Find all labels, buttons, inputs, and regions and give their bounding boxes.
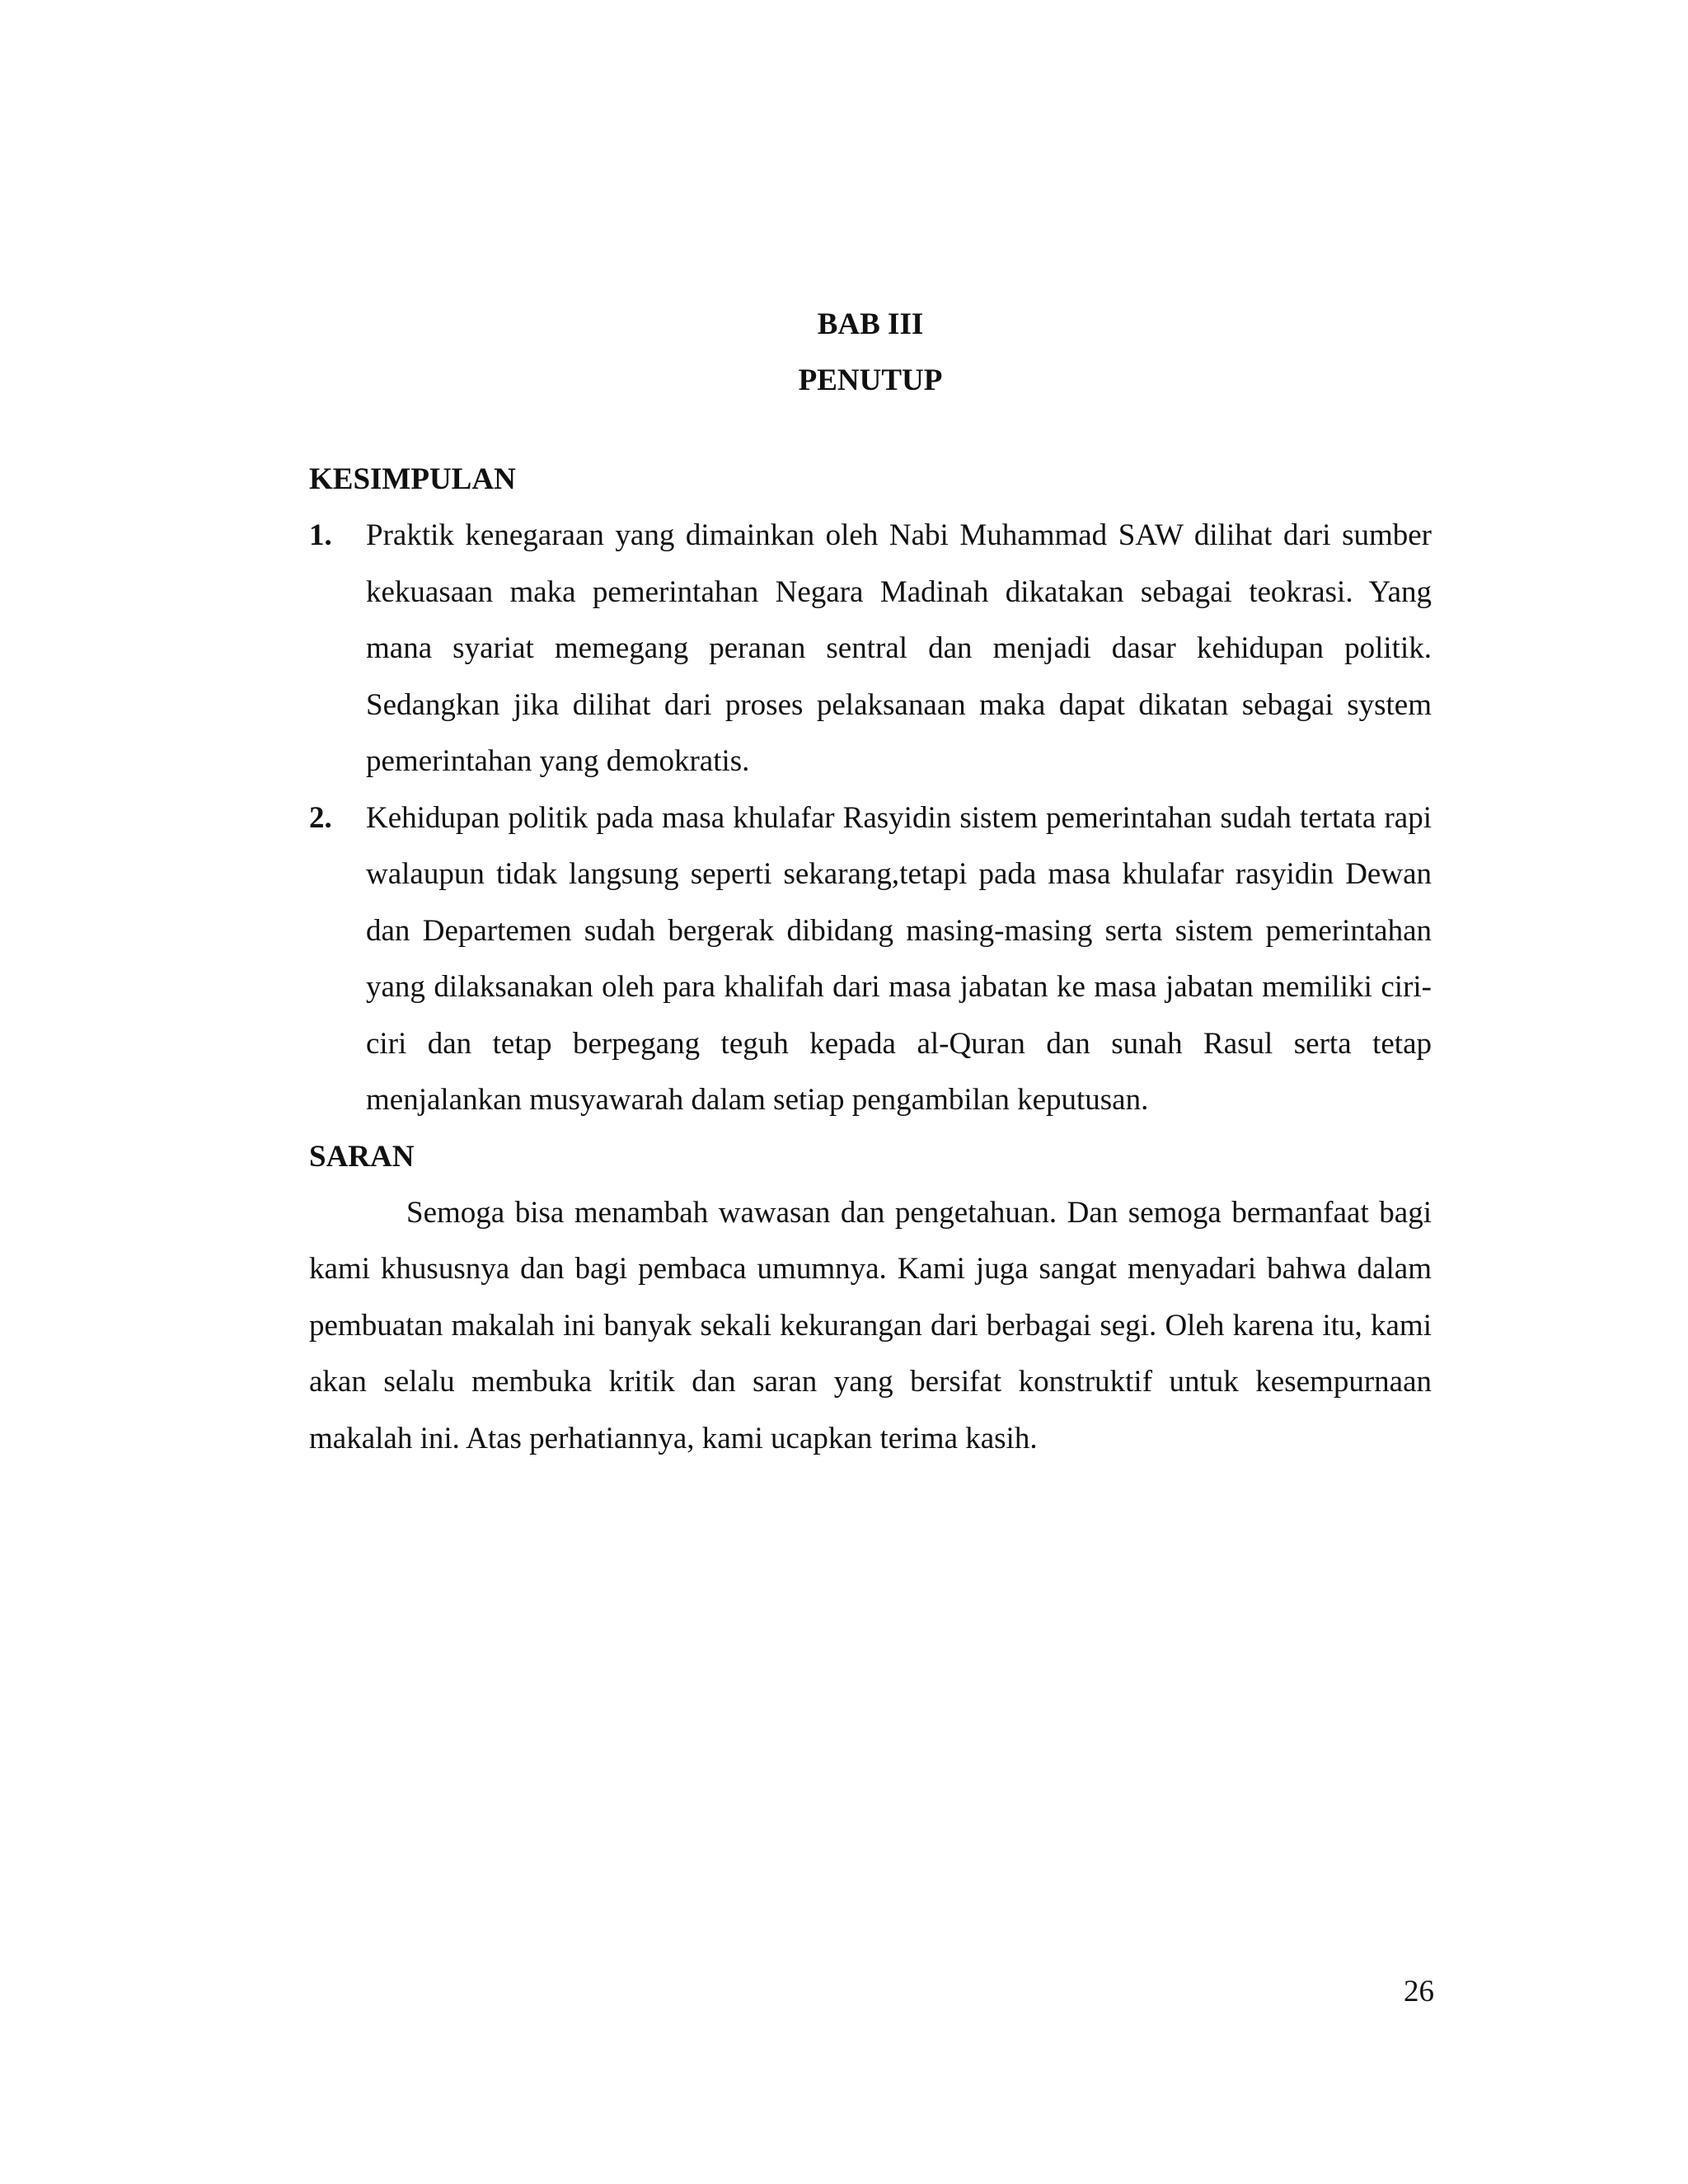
kesimpulan-item [309, 790, 1432, 1129]
page-content [309, 307, 1432, 1467]
saran-heading: SARAN [309, 1139, 415, 1174]
list-item-number: 2. [309, 800, 332, 835]
kesimpulan-heading: KESIMPULAN [309, 462, 516, 496]
chapter-subtitle: PENUTUP [798, 363, 943, 397]
chapter-title: BAB III [817, 307, 924, 341]
saran-paragraph: Semoga bisa menambah wawasan dan pengetahuan. Dan semoga bermanfaat bagi kami khususnya dan bagi pembaca umumnya. Kami juga sangat menyadari bahwa dalam pembuatan makalah ini banyak sekali kekurangan dari berbagai segi. Oleh karena itu, kami akan selalu membuka kritik dan saran yang bersifat konstruktif untuk kesempurnaan makalah ini. Atas perhatiannya, kami ucapkan terima kasih. [309, 1195, 1432, 1455]
list-item-text: Kehidupan politik pada masa khulafar Rasyidin sistem pemerintahan sudah tertata rapi walaupun tidak langsung seperti sekarang,tetapi pada masa khulafar rasyidin Dewan dan Departemen sudah bergerak dibidang masing-masing serta sistem pemerintahan yang dilaksanakan oleh para khalifah dari masa jabatan ke masa jabatan memiliki ciri-ciri dan tetap berpegang teguh kepada al-Quran dan sunah Rasul serta tetap menjalankan musyawarah dalam setiap pengambilan keputusan. [366, 800, 1432, 1117]
kesimpulan-list [309, 508, 1432, 1129]
list-item-text: Praktik kenegaraan yang dimainkan oleh Nabi Muhammad SAW dilihat dari sumber kekuasaan maka pemerintahan Negara Madinah dikatakan sebagai teokrasi. Yang mana syariat memegang peranan sentral dan menjadi dasar kehidupan politik. Sedangkan jika dilihat dari proses pelaksanaan maka dapat dikatan sebagai system pemerintahan yang demokratis. [366, 518, 1432, 778]
page-number: 26 [1404, 1975, 1434, 2008]
kesimpulan-item [309, 508, 1432, 790]
list-item-number: 1. [309, 518, 332, 552]
